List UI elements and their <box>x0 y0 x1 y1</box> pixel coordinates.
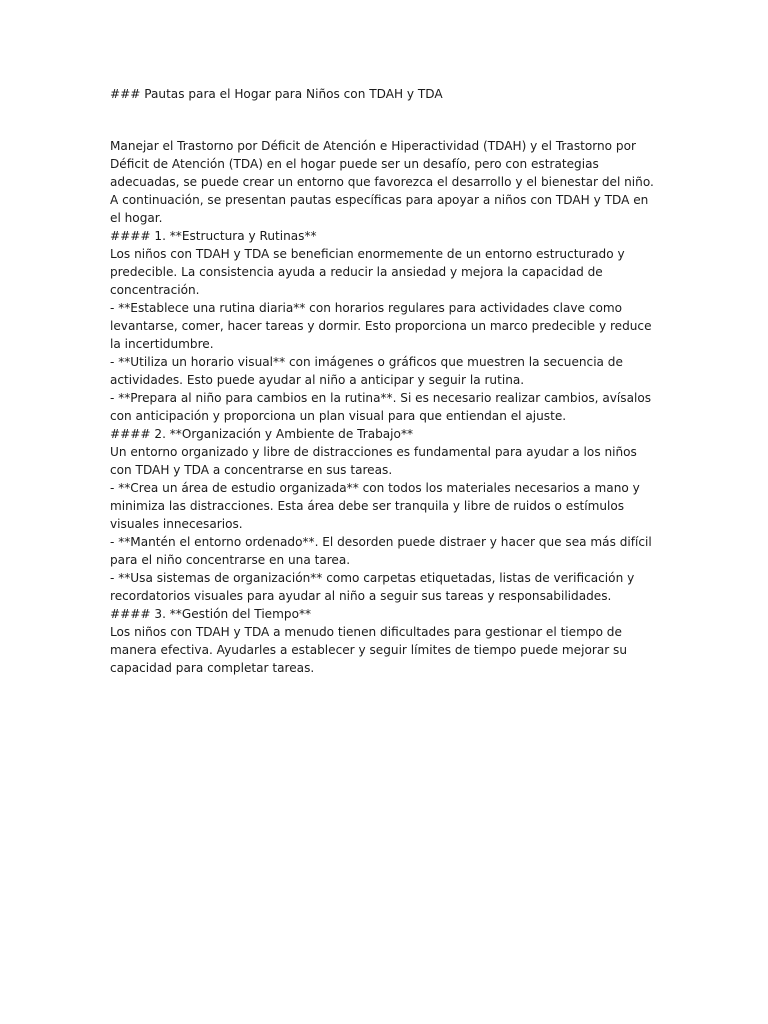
bullet-item: - **Crea un área de estudio organizada** con todos los materiales necesarios a mano y minimiza las distracciones. Esta área debe ser tranquila y libre de ruidos o estímulos visuales innecesarios. <box>110 481 640 531</box>
bullet-item: - **Utiliza un horario visual** con imágenes o gráficos que muestren la secuencia de actividades. Esto puede ayudar al niño a anticipar y seguir la rutina. <box>110 355 623 387</box>
intro-paragraph: Manejar el Trastorno por Déficit de Atención e Hiperactividad (TDAH) y el Trastorno por Déficit de Atención (TDA) en el hogar puede ser un desafío, pero con estrategias adecuadas, se puede crear un entorno que favorezca el desarrollo y el bienestar del niño. A continuación, se presentan pautas específicas para apoyar a niños con TDAH y TDA en el hogar. <box>110 139 654 225</box>
bullet-item: - **Establece una rutina diaria** con horarios regulares para actividades clave como levantarse, comer, hacer tareas y dormir. Esto proporciona un marco predecible y reduce la incertidumbre. <box>110 301 652 351</box>
bullet-item: - **Prepara al niño para cambios en la rutina**. Si es necesario realizar cambios, avísalos con anticipación y proporciona un plan visual para que entiendan el ajuste. <box>110 391 652 423</box>
bullet-item: - **Mantén el entorno ordenado**. El desorden puede distraer y hacer que sea más difícil para el niño concentrarse en una tarea. <box>110 535 652 567</box>
section-heading-organizacion: #### 2. **Organización y Ambiente de Trabajo** <box>110 427 414 441</box>
section-heading-gestion-tiempo: #### 3. **Gestión del Tiempo** <box>110 607 312 621</box>
document-body <box>110 85 658 677</box>
section-paragraph: Los niños con TDAH y TDA a menudo tienen dificultades para gestionar el tiempo de manera efectiva. Ayudarles a establecer y seguir límites de tiempo puede mejorar su capacidad para completar tareas. <box>110 625 628 675</box>
section-paragraph: Los niños con TDAH y TDA se benefician enormemente de un entorno estructurado y predecible. La consistencia ayuda a reducir la ansiedad y mejora la capacidad de concentración. <box>110 247 625 297</box>
section-heading-estructura: #### 1. **Estructura y Rutinas** <box>110 229 317 243</box>
document-title: ### Pautas para el Hogar para Niños con TDAH y TDA <box>110 87 443 101</box>
bullet-item: - **Usa sistemas de organización** como carpetas etiquetadas, listas de verificación y recordatorios visuales para ayudar al niño a seguir sus tareas y responsabilidades. <box>110 571 635 603</box>
section-paragraph: Un entorno organizado y libre de distracciones es fundamental para ayudar a los niños con TDAH y TDA a concentrarse en sus tareas. <box>110 445 637 477</box>
